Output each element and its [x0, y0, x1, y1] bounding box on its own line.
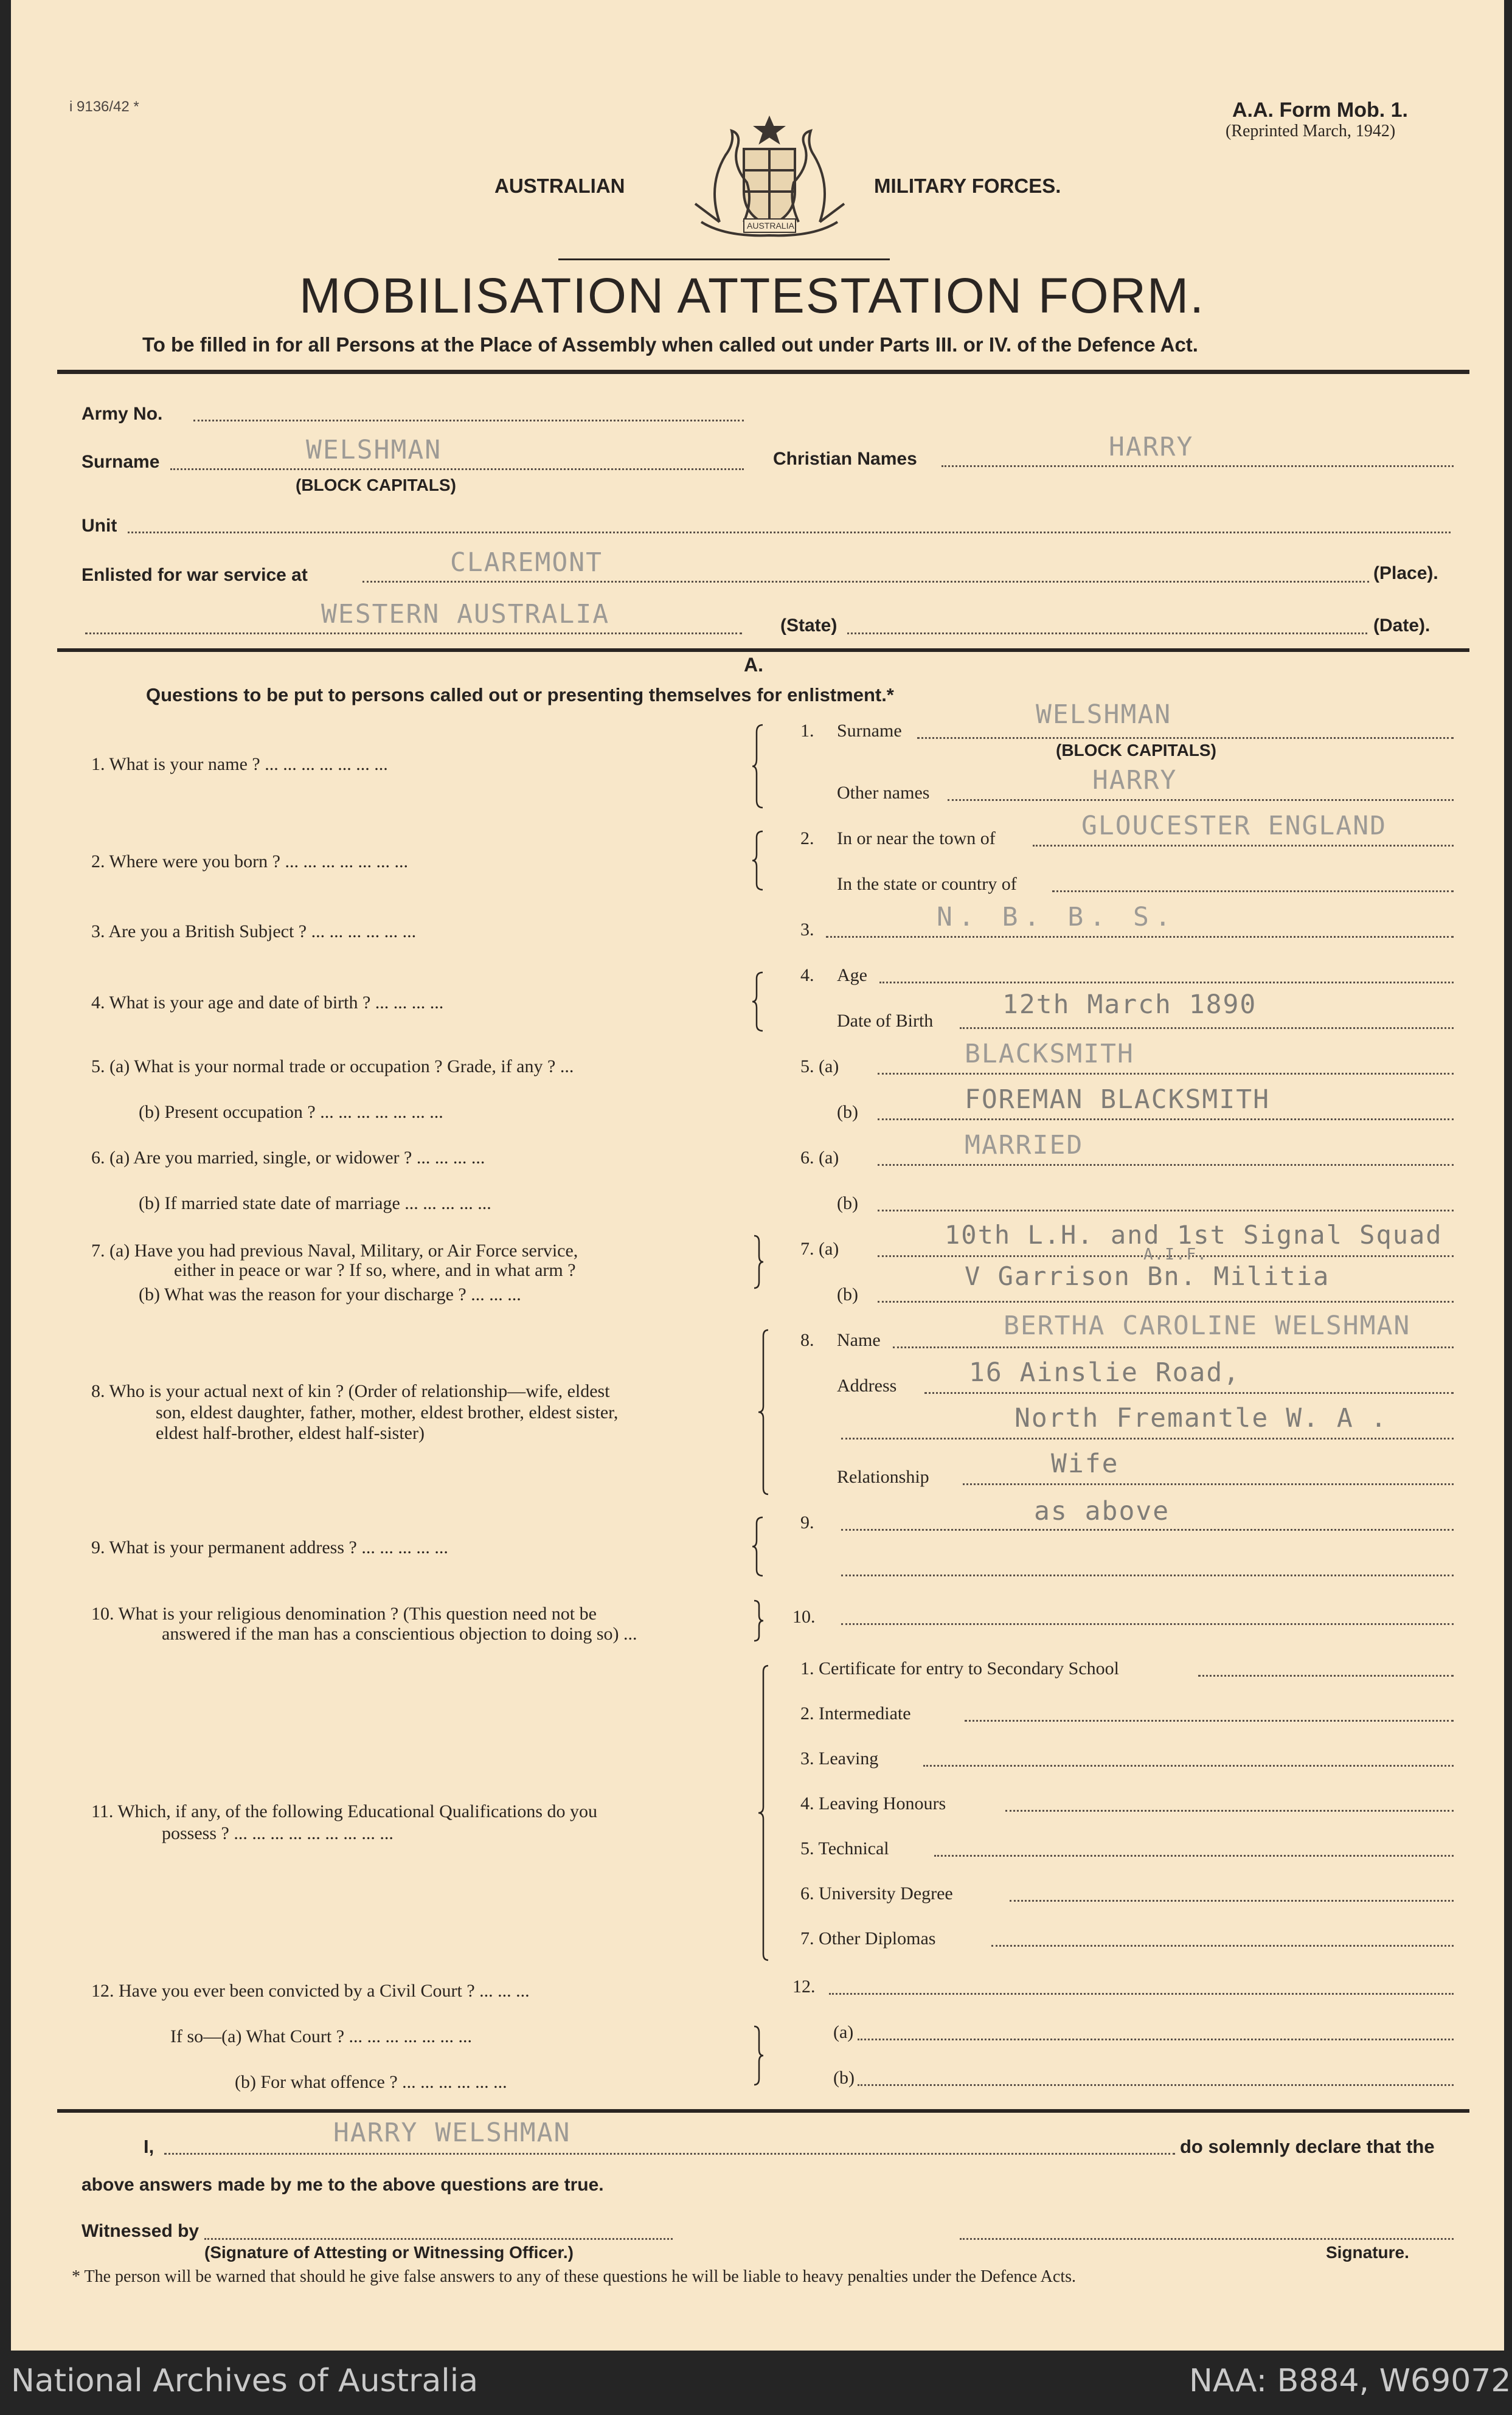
question-7a-line1: 7. (a) Have you had previous Naval, Military, or Air Force service,: [91, 1241, 578, 1261]
brace-q8: [756, 1329, 769, 1496]
answer-3: N. B. B. S.: [937, 902, 1177, 932]
declaration-text-2: above answers made by me to the above questions are true.: [81, 2175, 604, 2195]
answer-2-town: GLOUCESTER ENGLAND: [1081, 811, 1387, 841]
state-field[interactable]: [85, 632, 742, 634]
witness-signature-field[interactable]: [204, 2238, 673, 2240]
unit-field[interactable]: [128, 532, 1451, 533]
answer-8-address-field-1[interactable]: [924, 1392, 1454, 1394]
brace-q9: [752, 1516, 765, 1577]
question-6a: 6. (a) Are you married, single, or widower ? ... ... ... ...: [91, 1148, 485, 1168]
declaration-rule: [57, 2109, 1469, 2113]
qualification-5-field[interactable]: [934, 1855, 1454, 1857]
answer-7a-number: 7. (a): [800, 1239, 839, 1259]
answer-8-name-field[interactable]: [893, 1346, 1454, 1348]
answer-2-number: 2.: [800, 828, 814, 848]
section-intro: Questions to be put to persons called out or presenting themselves for enlistment.*: [146, 684, 894, 705]
section-letter: A.: [744, 654, 763, 676]
qualification-7-field[interactable]: [991, 1945, 1454, 1947]
answer-12-number: 12.: [792, 1977, 816, 1997]
declaration-text-1: do solemnly declare that the: [1180, 2136, 1435, 2157]
qualification-6: 6. University Degree: [800, 1883, 953, 1904]
answer-6a: MARRIED: [965, 1130, 1084, 1160]
unit-label: Unit: [81, 516, 117, 536]
answer-5a-field[interactable]: [878, 1073, 1454, 1075]
date-field[interactable]: [847, 632, 1367, 634]
enlisted-label: Enlisted for war service at: [81, 565, 308, 585]
question-8-line2: son, eldest daughter, father, mother, eldest brother, eldest sister,: [156, 1402, 619, 1422]
witness-signature-caption: (Signature of Attesting or Witnessing Officer.): [204, 2243, 574, 2262]
question-10-line2: answered if the man has a conscientious objection to doing so) ...: [162, 1624, 637, 1644]
answer-8-number: 8.: [800, 1330, 814, 1350]
answer-4-dob-label: Date of Birth: [837, 1011, 934, 1031]
answer-7b-field[interactable]: [878, 1301, 1454, 1303]
question-8-line1: 8. Who is your actual next of kin ? (Order of relationship—wife, eldest: [91, 1381, 610, 1401]
surname-field[interactable]: [170, 468, 744, 470]
answer-8-relationship-field[interactable]: [963, 1483, 1454, 1485]
brace-q1: [752, 724, 765, 809]
question-4: 4. What is your age and date of birth ? ... ... ... ...: [91, 993, 444, 1013]
block-capitals-note: (BLOCK CAPITALS): [296, 476, 456, 494]
surname-label: Surname: [81, 452, 160, 472]
answer-3-field[interactable]: [826, 936, 1454, 938]
place-label: (Place).: [1373, 563, 1438, 583]
surname-value: WELSHMAN: [306, 435, 442, 465]
brace-q11: [756, 1665, 769, 1963]
form-id: A.A. Form Mob. 1.: [1232, 99, 1408, 122]
answer-7b-number: (b): [837, 1284, 858, 1305]
qualification-7: 7. Other Diplomas: [800, 1928, 936, 1949]
answer-8-name: BERTHA CAROLINE WELSHMAN: [1004, 1311, 1411, 1341]
answer-4-age-label: Age: [837, 965, 867, 985]
qualification-2: 2. Intermediate: [800, 1703, 911, 1724]
answer-8-relationship-label: Relationship: [837, 1467, 929, 1487]
answer-10-field[interactable]: [841, 1623, 1454, 1625]
answer-7b: V Garrison Bn. Militia: [965, 1261, 1330, 1291]
answer-8-address-field-2[interactable]: [841, 1438, 1454, 1440]
section-rule: [57, 648, 1469, 652]
answer-12-field[interactable]: [829, 1993, 1454, 1995]
question-9: 9. What is your permanent address ? ... ... ... ... ...: [91, 1537, 448, 1557]
coat-of-arms-icon: [677, 106, 862, 246]
brace-q7: [752, 1235, 765, 1289]
brace-q2: [752, 830, 765, 891]
answer-5a-number: 5. (a): [800, 1056, 839, 1076]
enlisted-place-field[interactable]: [362, 581, 1369, 583]
state-value: WESTERN AUSTRALIA: [321, 599, 610, 629]
christian-names-value: HARRY: [1109, 432, 1194, 462]
answer-2-state-label: In the state or country of: [837, 874, 1017, 894]
answer-4-number: 4.: [800, 965, 814, 985]
qualification-3-field[interactable]: [923, 1765, 1454, 1767]
question-8-line3: eldest half-brother, eldest half-sister): [156, 1423, 425, 1443]
answer-12a-label: (a): [833, 2022, 854, 2042]
answer-2-town-label: In or near the town of: [837, 828, 996, 848]
declarant-name-field[interactable]: [164, 2153, 1175, 2155]
answer-9-number: 9.: [800, 1512, 814, 1533]
answer-12a-field[interactable]: [858, 2039, 1454, 2040]
answer-2-state-field[interactable]: [1052, 890, 1454, 892]
crest-motto: AUSTRALIA: [747, 221, 794, 230]
archive-name: National Archives of Australia: [11, 2363, 479, 2399]
declaration-i: I,: [144, 2136, 154, 2157]
answer-5b-number: (b): [837, 1102, 858, 1122]
answer-1-number: 1.: [800, 721, 814, 741]
qualification-5: 5. Technical: [800, 1838, 889, 1859]
qualification-1: 1. Certificate for entry to Secondary School: [800, 1658, 1120, 1679]
answer-6b-field[interactable]: [878, 1210, 1454, 1211]
answer-2-town-field[interactable]: [1033, 845, 1454, 847]
question-5b: (b) Present occupation ? ... ... ... ... ... ... ...: [139, 1102, 443, 1122]
archive-footer: [0, 2351, 1512, 2415]
answer-1-other-field[interactable]: [948, 799, 1454, 801]
qualification-2-field[interactable]: [965, 1720, 1454, 1722]
question-5a: 5. (a) What is your normal trade or occupation ? Grade, if any ? ...: [91, 1056, 574, 1076]
answer-9-field-1[interactable]: [841, 1529, 1454, 1531]
answer-1-surname-label: Surname: [837, 721, 902, 741]
question-3: 3. Are you a British Subject ? ... ... ... ... ... ...: [91, 921, 417, 941]
christian-names-field[interactable]: [942, 465, 1454, 467]
answer-1-block-capitals: (BLOCK CAPITALS): [1056, 741, 1216, 760]
qualification-3: 3. Leaving: [800, 1748, 879, 1769]
answer-12b-field[interactable]: [858, 2084, 1454, 2086]
archive-reference: NAA: B884, W69072: [1189, 2363, 1511, 2399]
header-military-forces: MILITARY FORCES.: [874, 175, 1061, 197]
answer-4-dob: 12th March 1890: [1002, 989, 1257, 1020]
answer-6a-field[interactable]: [878, 1164, 1454, 1166]
enlisted-place-value: CLAREMONT: [450, 547, 603, 578]
answer-9: as above: [1034, 1496, 1170, 1526]
form-page: [11, 0, 1504, 2351]
answer-8-name-label: Name: [837, 1330, 881, 1350]
question-11-line1: 11. Which, if any, of the following Educational Qualifications do you: [91, 1801, 598, 1821]
state-label: (State): [780, 615, 837, 636]
answer-4-dob-field[interactable]: [960, 1027, 1454, 1029]
answer-5a: BLACKSMITH: [965, 1039, 1134, 1069]
answer-3-number: 3.: [800, 920, 814, 940]
army-no-field[interactable]: [193, 420, 744, 421]
answer-1-surname-field[interactable]: [917, 737, 1454, 739]
army-no-label: Army No.: [81, 404, 163, 424]
question-7a-line2: either in peace or war ? If so, where, and in what arm ?: [174, 1260, 576, 1280]
witnessed-by-label: Witnessed by: [81, 2221, 199, 2241]
answer-1-surname: WELSHMAN: [1036, 699, 1172, 730]
question-1: 1. What is your name ? ... ... ... ... ... ... ...: [91, 754, 388, 774]
qualification-1-field[interactable]: [1198, 1675, 1454, 1677]
answer-7-overwrite: A.I.F.: [1143, 1246, 1208, 1264]
question-10-line1: 10. What is your religious denomination ? (This question need not be: [91, 1604, 597, 1624]
brace-q12: [752, 2025, 765, 2086]
question-7b: (b) What was the reason for your discharge ? ... ... ...: [139, 1284, 521, 1305]
question-12: 12. Have you ever been convicted by a Civil Court ? ... ... ...: [91, 1981, 530, 2001]
question-2: 2. Where were you born ? ... ... ... ... ... ... ...: [91, 851, 408, 871]
date-label: (Date).: [1373, 615, 1431, 636]
qualification-6-field[interactable]: [1010, 1900, 1454, 1902]
question-12b: (b) For what offence ? ... ... ... ... ... ...: [235, 2072, 507, 2092]
answer-9-field-2[interactable]: [841, 1575, 1454, 1576]
question-11-line2: possess ? ... ... ... ... ... ... ... ... ...: [162, 1823, 394, 1843]
brace-q10: [752, 1599, 765, 1642]
question-12a: If so—(a) What Court ? ... ... ... ... ... ... ...: [170, 2026, 473, 2046]
answer-5b: FOREMAN BLACKSMITH: [965, 1084, 1270, 1115]
false-answers-warning: * The person will be warned that should he give false answers to any of these questions he will be liable to heavy penalties under the Defence Acts.: [72, 2267, 1077, 2286]
christian-names-label: Christian Names: [773, 449, 917, 469]
header-divider: [558, 258, 890, 260]
answer-8-address-2: North Fremantle W. A .: [1014, 1403, 1388, 1433]
question-6b: (b) If married state date of marriage ... ... ... ... ...: [139, 1193, 491, 1213]
answer-5b-field[interactable]: [878, 1118, 1454, 1120]
answer-4-age-field[interactable]: [879, 982, 1454, 983]
qualification-4: 4. Leaving Honours: [800, 1793, 946, 1814]
reprint-note: (Reprinted March, 1942): [1226, 122, 1396, 140]
qualification-4-field[interactable]: [1005, 1810, 1454, 1812]
answer-8-address-1: 16 Ainslie Road,: [969, 1357, 1241, 1388]
answer-7a: 10th L.H. and 1st Signal Squad: [945, 1220, 1443, 1250]
answer-1-other: HARRY: [1092, 765, 1177, 795]
answer-8-relationship: Wife: [1051, 1449, 1119, 1479]
reference-number: i 9136/42 *: [69, 99, 139, 115]
signature-caption: Signature.: [1326, 2243, 1409, 2262]
answer-6b-number: (b): [837, 1193, 858, 1213]
answer-1-other-label: Other names: [837, 783, 930, 803]
brace-q4: [752, 971, 765, 1032]
answer-12b-label: (b): [833, 2068, 855, 2088]
signature-field[interactable]: [960, 2238, 1454, 2240]
answer-6a-number: 6. (a): [800, 1148, 839, 1168]
declarant-name: HARRY WELSHMAN: [333, 2118, 571, 2148]
answer-10-number: 10.: [792, 1607, 816, 1627]
page-subtitle: To be filled in for all Persons at the Place of Assembly when called out under Parts III. or IV. of the Defence Act.: [142, 333, 1198, 356]
answer-8-address-label: Address: [837, 1376, 897, 1396]
page-title: MOBILISATION ATTESTATION FORM.: [299, 268, 1205, 324]
header-australian: AUSTRALIAN: [494, 175, 625, 197]
title-rule: [57, 370, 1469, 374]
